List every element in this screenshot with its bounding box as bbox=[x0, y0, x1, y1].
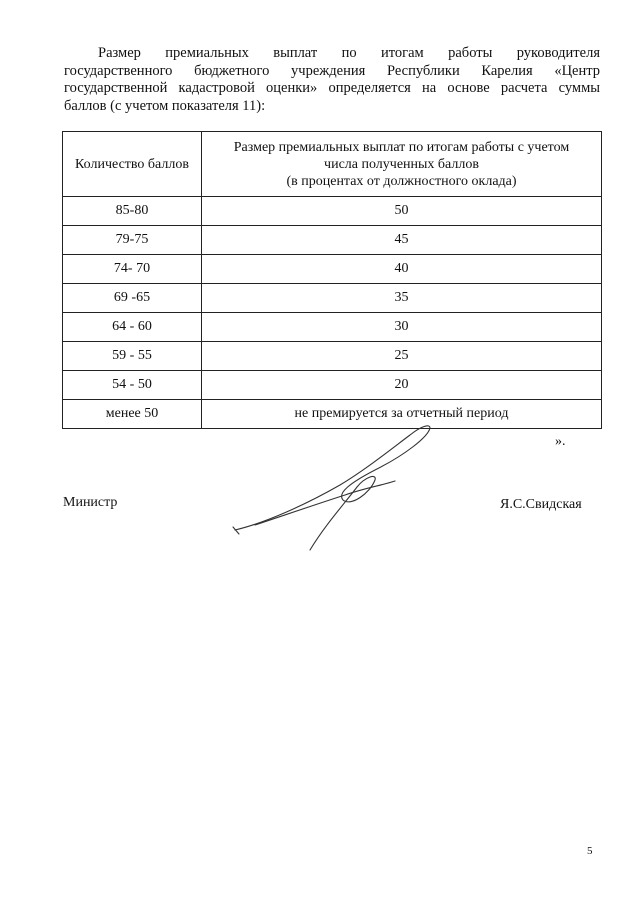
points-cell: 59 - 55 bbox=[63, 342, 202, 371]
intro-line-2: государственного бюджетного учреждения Республики Карелия «Центр bbox=[64, 62, 600, 79]
table-row bbox=[63, 284, 602, 313]
signatory-name: Я.С.Свидская bbox=[500, 497, 582, 512]
points-cell: 79-75 bbox=[63, 226, 202, 255]
table-row bbox=[63, 226, 602, 255]
table-row bbox=[63, 255, 602, 284]
percent-cell: не премируется за отчетный период bbox=[202, 400, 602, 429]
percent-cell: 50 bbox=[202, 197, 602, 226]
percent-cell: 25 bbox=[202, 342, 602, 371]
page-number: 5 bbox=[587, 845, 593, 857]
closing-quote: ». bbox=[555, 434, 566, 449]
table-row bbox=[63, 197, 602, 226]
points-cell: менее 50 bbox=[63, 400, 202, 429]
points-cell: 69 -65 bbox=[63, 284, 202, 313]
percent-cell: 35 bbox=[202, 284, 602, 313]
table-row bbox=[63, 342, 602, 371]
header-points: Количество баллов bbox=[63, 132, 202, 197]
intro-line-4: баллов (с учетом показателя 11): bbox=[64, 97, 266, 114]
intro-paragraph bbox=[64, 45, 600, 115]
handwritten-signature bbox=[225, 415, 465, 565]
percent-cell: 40 bbox=[202, 255, 602, 284]
percent-cell: 30 bbox=[202, 313, 602, 342]
bonus-table bbox=[62, 131, 602, 429]
points-cell: 64 - 60 bbox=[63, 313, 202, 342]
intro-line-1: Размер премиальных выплат по итогам работы руководителя bbox=[98, 45, 600, 61]
header-percent-line-2: числа полученных баллов bbox=[324, 156, 479, 172]
table-row bbox=[63, 313, 602, 342]
percent-cell: 45 bbox=[202, 226, 602, 255]
table-header-row bbox=[63, 132, 602, 197]
percent-cell: 20 bbox=[202, 371, 602, 400]
header-percent bbox=[202, 132, 602, 197]
table-row bbox=[63, 371, 602, 400]
points-cell: 54 - 50 bbox=[63, 371, 202, 400]
header-percent-line-3: (в процентах от должностного оклада) bbox=[286, 173, 517, 189]
intro-line-3: государственной кадастровой оценки» определяется на основе расчета суммы bbox=[64, 80, 600, 96]
header-percent-line-1: Размер премиальных выплат по итогам работы с учетом bbox=[233, 139, 570, 155]
points-cell: 85-80 bbox=[63, 197, 202, 226]
signatory-position: Министр bbox=[63, 495, 118, 510]
points-cell: 74- 70 bbox=[63, 255, 202, 284]
